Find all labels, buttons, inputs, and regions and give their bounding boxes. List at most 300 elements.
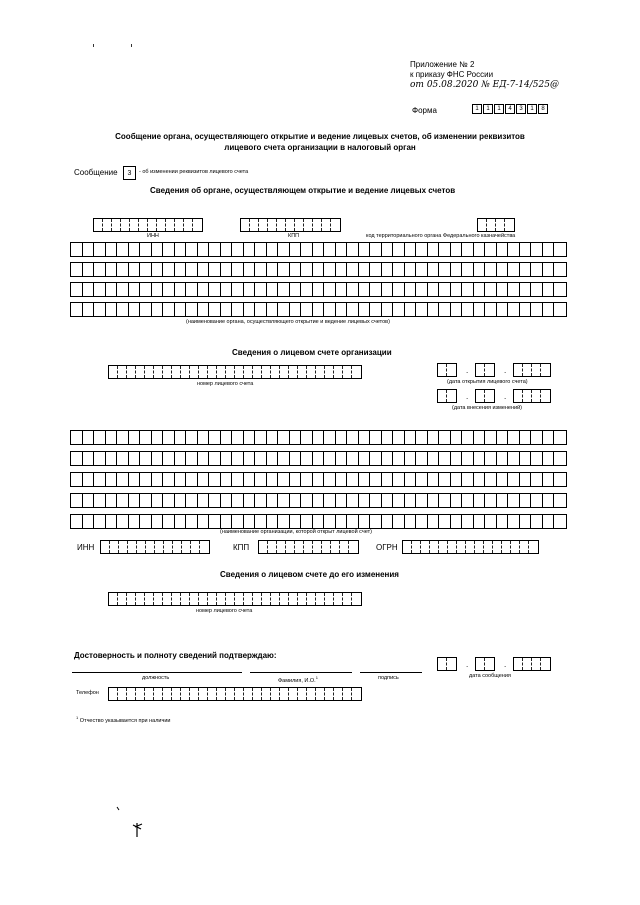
input-cell[interactable] bbox=[301, 263, 313, 276]
input-cell[interactable] bbox=[505, 219, 514, 231]
input-cell[interactable] bbox=[347, 473, 359, 486]
input-cell[interactable] bbox=[532, 658, 541, 670]
input-cell[interactable] bbox=[532, 390, 541, 402]
input-cell[interactable] bbox=[476, 364, 485, 376]
input-cell[interactable] bbox=[543, 452, 555, 465]
input-cell[interactable] bbox=[370, 452, 382, 465]
input-cell[interactable] bbox=[474, 283, 486, 296]
input-cell[interactable] bbox=[541, 658, 550, 670]
input-cell[interactable] bbox=[83, 243, 95, 256]
input-cell[interactable] bbox=[163, 303, 175, 316]
input-cell[interactable] bbox=[271, 593, 280, 605]
input-cell[interactable] bbox=[485, 364, 494, 376]
input-cell[interactable] bbox=[129, 303, 141, 316]
input-cell[interactable] bbox=[370, 263, 382, 276]
input-cell[interactable] bbox=[485, 515, 497, 528]
previous-account-number-field[interactable] bbox=[108, 592, 362, 606]
org-name-row[interactable] bbox=[70, 451, 567, 466]
input-cell[interactable] bbox=[71, 494, 83, 507]
input-cell[interactable] bbox=[334, 688, 343, 700]
input-cell[interactable] bbox=[244, 263, 256, 276]
org-name-row[interactable] bbox=[70, 430, 567, 445]
open-date-day[interactable] bbox=[437, 363, 457, 377]
input-cell[interactable] bbox=[106, 243, 118, 256]
input-cell[interactable] bbox=[301, 452, 313, 465]
input-cell[interactable] bbox=[493, 541, 502, 553]
input-cell[interactable] bbox=[336, 303, 348, 316]
input-cell[interactable] bbox=[209, 303, 221, 316]
input-cell[interactable] bbox=[403, 541, 412, 553]
input-cell[interactable] bbox=[457, 541, 466, 553]
input-cell[interactable] bbox=[347, 283, 359, 296]
input-cell[interactable] bbox=[286, 219, 295, 231]
input-cell[interactable] bbox=[83, 515, 95, 528]
input-cell[interactable] bbox=[278, 303, 290, 316]
input-cell[interactable] bbox=[209, 515, 221, 528]
input-cell[interactable] bbox=[554, 243, 566, 256]
input-cell[interactable] bbox=[146, 541, 155, 553]
input-cell[interactable] bbox=[520, 473, 532, 486]
input-cell[interactable] bbox=[324, 243, 336, 256]
input-cell[interactable] bbox=[438, 390, 447, 402]
input-cell[interactable] bbox=[140, 473, 152, 486]
input-cell[interactable] bbox=[336, 515, 348, 528]
input-cell[interactable] bbox=[485, 452, 497, 465]
input-cell[interactable] bbox=[117, 494, 129, 507]
input-cell[interactable] bbox=[520, 263, 532, 276]
input-cell[interactable] bbox=[172, 688, 181, 700]
input-cell[interactable] bbox=[301, 243, 313, 256]
input-cell[interactable] bbox=[336, 452, 348, 465]
input-cell[interactable] bbox=[267, 452, 279, 465]
input-cell[interactable] bbox=[347, 452, 359, 465]
input-cell[interactable] bbox=[347, 431, 359, 444]
input-cell[interactable] bbox=[106, 515, 118, 528]
input-cell[interactable] bbox=[186, 452, 198, 465]
input-cell[interactable] bbox=[267, 494, 279, 507]
input-cell[interactable] bbox=[280, 688, 289, 700]
input-cell[interactable] bbox=[393, 515, 405, 528]
input-cell[interactable] bbox=[278, 431, 290, 444]
input-cell[interactable] bbox=[277, 219, 286, 231]
input-cell[interactable] bbox=[393, 243, 405, 256]
input-cell[interactable] bbox=[428, 283, 440, 296]
input-cell[interactable] bbox=[474, 263, 486, 276]
input-cell[interactable] bbox=[83, 283, 95, 296]
message-date-day[interactable] bbox=[437, 657, 457, 671]
input-cell[interactable] bbox=[448, 541, 457, 553]
input-cell[interactable] bbox=[198, 303, 210, 316]
input-cell[interactable] bbox=[117, 431, 129, 444]
input-cell[interactable] bbox=[208, 593, 217, 605]
input-cell[interactable] bbox=[313, 431, 325, 444]
input-cell[interactable] bbox=[217, 688, 226, 700]
input-cell[interactable] bbox=[313, 515, 325, 528]
input-cell[interactable] bbox=[198, 431, 210, 444]
input-cell[interactable] bbox=[232, 431, 244, 444]
input-cell[interactable] bbox=[462, 263, 474, 276]
input-cell[interactable] bbox=[520, 431, 532, 444]
input-cell[interactable] bbox=[405, 431, 417, 444]
input-cell[interactable] bbox=[543, 303, 555, 316]
input-cell[interactable] bbox=[438, 658, 447, 670]
input-cell[interactable] bbox=[232, 243, 244, 256]
input-cell[interactable] bbox=[405, 303, 417, 316]
input-cell[interactable] bbox=[278, 452, 290, 465]
input-cell[interactable] bbox=[244, 688, 253, 700]
input-cell[interactable] bbox=[152, 452, 164, 465]
input-cell[interactable] bbox=[352, 688, 361, 700]
input-cell[interactable] bbox=[439, 494, 451, 507]
input-cell[interactable] bbox=[140, 283, 152, 296]
org-ogrn-field[interactable] bbox=[402, 540, 539, 554]
input-cell[interactable] bbox=[416, 243, 428, 256]
input-cell[interactable] bbox=[198, 263, 210, 276]
input-cell[interactable] bbox=[198, 243, 210, 256]
input-cell[interactable] bbox=[393, 473, 405, 486]
input-cell[interactable] bbox=[290, 263, 302, 276]
input-cell[interactable] bbox=[543, 283, 555, 296]
input-cell[interactable] bbox=[336, 283, 348, 296]
authority-inn-field[interactable] bbox=[93, 218, 203, 232]
input-cell[interactable] bbox=[428, 243, 440, 256]
input-cell[interactable] bbox=[541, 390, 550, 402]
input-cell[interactable] bbox=[268, 541, 277, 553]
input-cell[interactable] bbox=[497, 243, 509, 256]
input-cell[interactable] bbox=[382, 515, 394, 528]
input-cell[interactable] bbox=[554, 473, 566, 486]
input-cell[interactable] bbox=[186, 263, 198, 276]
input-cell[interactable] bbox=[278, 243, 290, 256]
input-cell[interactable] bbox=[416, 263, 428, 276]
input-cell[interactable] bbox=[278, 494, 290, 507]
input-cell[interactable] bbox=[152, 431, 164, 444]
input-cell[interactable] bbox=[554, 283, 566, 296]
input-cell[interactable] bbox=[255, 283, 267, 296]
input-cell[interactable] bbox=[336, 431, 348, 444]
input-cell[interactable] bbox=[523, 364, 532, 376]
input-cell[interactable] bbox=[164, 541, 173, 553]
input-cell[interactable] bbox=[531, 263, 543, 276]
input-cell[interactable] bbox=[221, 452, 233, 465]
input-cell[interactable] bbox=[382, 303, 394, 316]
input-cell[interactable] bbox=[325, 593, 334, 605]
input-cell[interactable] bbox=[175, 283, 187, 296]
input-cell[interactable] bbox=[280, 593, 289, 605]
input-cell[interactable] bbox=[532, 364, 541, 376]
input-cell[interactable] bbox=[163, 473, 175, 486]
input-cell[interactable] bbox=[393, 283, 405, 296]
input-cell[interactable] bbox=[221, 303, 233, 316]
input-cell[interactable] bbox=[508, 263, 520, 276]
input-cell[interactable] bbox=[255, 452, 267, 465]
input-cell[interactable] bbox=[301, 303, 313, 316]
input-cell[interactable] bbox=[447, 364, 456, 376]
input-cell[interactable] bbox=[462, 283, 474, 296]
input-cell[interactable] bbox=[221, 431, 233, 444]
input-cell[interactable] bbox=[198, 283, 210, 296]
input-cell[interactable] bbox=[139, 219, 148, 231]
input-cell[interactable] bbox=[127, 593, 136, 605]
input-cell[interactable] bbox=[554, 515, 566, 528]
input-cell[interactable] bbox=[127, 688, 136, 700]
input-cell[interactable] bbox=[370, 303, 382, 316]
input-cell[interactable] bbox=[109, 688, 118, 700]
input-cell[interactable] bbox=[118, 688, 127, 700]
input-cell[interactable] bbox=[175, 494, 187, 507]
input-cell[interactable] bbox=[118, 593, 127, 605]
input-cell[interactable] bbox=[175, 263, 187, 276]
authority-name-row[interactable] bbox=[70, 282, 567, 297]
input-cell[interactable] bbox=[428, 473, 440, 486]
input-cell[interactable] bbox=[554, 452, 566, 465]
input-cell[interactable] bbox=[198, 515, 210, 528]
input-cell[interactable] bbox=[336, 263, 348, 276]
input-cell[interactable] bbox=[83, 452, 95, 465]
input-cell[interactable] bbox=[200, 541, 209, 553]
input-cell[interactable] bbox=[352, 366, 361, 378]
input-cell[interactable] bbox=[262, 593, 271, 605]
position-line[interactable] bbox=[72, 672, 242, 673]
input-cell[interactable] bbox=[118, 366, 127, 378]
input-cell[interactable] bbox=[451, 283, 463, 296]
input-cell[interactable] bbox=[447, 390, 456, 402]
input-cell[interactable] bbox=[416, 283, 428, 296]
input-cell[interactable] bbox=[343, 688, 352, 700]
input-cell[interactable] bbox=[485, 473, 497, 486]
input-cell[interactable] bbox=[439, 541, 448, 553]
input-cell[interactable] bbox=[117, 452, 129, 465]
input-cell[interactable] bbox=[129, 452, 141, 465]
input-cell[interactable] bbox=[554, 431, 566, 444]
input-cell[interactable] bbox=[543, 431, 555, 444]
input-cell[interactable] bbox=[476, 390, 485, 402]
input-cell[interactable] bbox=[393, 431, 405, 444]
input-cell[interactable] bbox=[290, 494, 302, 507]
input-cell[interactable] bbox=[439, 303, 451, 316]
input-cell[interactable] bbox=[173, 541, 182, 553]
input-cell[interactable] bbox=[485, 431, 497, 444]
input-cell[interactable] bbox=[416, 515, 428, 528]
input-cell[interactable] bbox=[543, 263, 555, 276]
input-cell[interactable] bbox=[451, 263, 463, 276]
input-cell[interactable] bbox=[343, 366, 352, 378]
input-cell[interactable] bbox=[209, 283, 221, 296]
input-cell[interactable] bbox=[520, 452, 532, 465]
input-cell[interactable] bbox=[412, 541, 421, 553]
input-cell[interactable] bbox=[198, 494, 210, 507]
input-cell[interactable] bbox=[255, 515, 267, 528]
input-cell[interactable] bbox=[198, 473, 210, 486]
input-cell[interactable] bbox=[278, 263, 290, 276]
input-cell[interactable] bbox=[451, 515, 463, 528]
input-cell[interactable] bbox=[163, 283, 175, 296]
input-cell[interactable] bbox=[152, 243, 164, 256]
input-cell[interactable] bbox=[152, 283, 164, 296]
input-cell[interactable] bbox=[290, 452, 302, 465]
input-cell[interactable] bbox=[271, 366, 280, 378]
input-cell[interactable] bbox=[129, 283, 141, 296]
input-cell[interactable] bbox=[324, 494, 336, 507]
input-cell[interactable] bbox=[289, 593, 298, 605]
input-cell[interactable] bbox=[485, 243, 497, 256]
input-cell[interactable] bbox=[497, 283, 509, 296]
input-cell[interactable] bbox=[71, 431, 83, 444]
input-cell[interactable] bbox=[447, 658, 456, 670]
input-cell[interactable] bbox=[523, 390, 532, 402]
input-cell[interactable] bbox=[190, 366, 199, 378]
input-cell[interactable] bbox=[129, 494, 141, 507]
input-cell[interactable] bbox=[307, 593, 316, 605]
input-cell[interactable] bbox=[119, 541, 128, 553]
input-cell[interactable] bbox=[221, 473, 233, 486]
treasury-code-field[interactable] bbox=[477, 218, 515, 232]
authority-kpp-field[interactable] bbox=[240, 218, 341, 232]
input-cell[interactable] bbox=[393, 303, 405, 316]
phone-field[interactable] bbox=[108, 687, 362, 701]
input-cell[interactable] bbox=[304, 541, 313, 553]
input-cell[interactable] bbox=[280, 366, 289, 378]
input-cell[interactable] bbox=[117, 473, 129, 486]
input-cell[interactable] bbox=[359, 473, 371, 486]
input-cell[interactable] bbox=[152, 303, 164, 316]
input-cell[interactable] bbox=[94, 452, 106, 465]
input-cell[interactable] bbox=[154, 366, 163, 378]
input-cell[interactable] bbox=[497, 452, 509, 465]
input-cell[interactable] bbox=[439, 243, 451, 256]
input-cell[interactable] bbox=[152, 473, 164, 486]
input-cell[interactable] bbox=[94, 515, 106, 528]
input-cell[interactable] bbox=[451, 243, 463, 256]
input-cell[interactable] bbox=[497, 473, 509, 486]
input-cell[interactable] bbox=[83, 263, 95, 276]
input-cell[interactable] bbox=[94, 219, 103, 231]
input-cell[interactable] bbox=[262, 366, 271, 378]
input-cell[interactable] bbox=[462, 431, 474, 444]
input-cell[interactable] bbox=[152, 515, 164, 528]
input-cell[interactable] bbox=[163, 263, 175, 276]
input-cell[interactable] bbox=[286, 541, 295, 553]
input-cell[interactable] bbox=[382, 243, 394, 256]
input-cell[interactable] bbox=[217, 366, 226, 378]
input-cell[interactable] bbox=[428, 452, 440, 465]
input-cell[interactable] bbox=[295, 219, 304, 231]
input-cell[interactable] bbox=[438, 364, 447, 376]
input-cell[interactable] bbox=[235, 688, 244, 700]
input-cell[interactable] bbox=[175, 243, 187, 256]
input-cell[interactable] bbox=[307, 688, 316, 700]
input-cell[interactable] bbox=[140, 243, 152, 256]
input-cell[interactable] bbox=[130, 219, 139, 231]
input-cell[interactable] bbox=[94, 303, 106, 316]
input-cell[interactable] bbox=[485, 283, 497, 296]
input-cell[interactable] bbox=[451, 431, 463, 444]
input-cell[interactable] bbox=[336, 473, 348, 486]
input-cell[interactable] bbox=[140, 303, 152, 316]
input-cell[interactable] bbox=[416, 494, 428, 507]
input-cell[interactable] bbox=[244, 593, 253, 605]
change-date-day[interactable] bbox=[437, 389, 457, 403]
input-cell[interactable] bbox=[267, 243, 279, 256]
input-cell[interactable] bbox=[474, 431, 486, 444]
input-cell[interactable] bbox=[405, 263, 417, 276]
authority-name-row[interactable] bbox=[70, 262, 567, 277]
input-cell[interactable] bbox=[244, 473, 256, 486]
input-cell[interactable] bbox=[209, 431, 221, 444]
input-cell[interactable] bbox=[405, 515, 417, 528]
input-cell[interactable] bbox=[324, 283, 336, 296]
input-cell[interactable] bbox=[154, 688, 163, 700]
input-cell[interactable] bbox=[193, 219, 202, 231]
open-date-year[interactable] bbox=[513, 363, 551, 377]
input-cell[interactable] bbox=[370, 515, 382, 528]
input-cell[interactable] bbox=[298, 366, 307, 378]
input-cell[interactable] bbox=[271, 688, 280, 700]
input-cell[interactable] bbox=[163, 688, 172, 700]
message-type-field[interactable]: 3 bbox=[123, 166, 136, 180]
input-cell[interactable] bbox=[278, 283, 290, 296]
input-cell[interactable] bbox=[83, 494, 95, 507]
input-cell[interactable] bbox=[244, 431, 256, 444]
input-cell[interactable] bbox=[543, 473, 555, 486]
input-cell[interactable] bbox=[71, 283, 83, 296]
input-cell[interactable] bbox=[508, 473, 520, 486]
input-cell[interactable] bbox=[514, 658, 523, 670]
input-cell[interactable] bbox=[370, 243, 382, 256]
input-cell[interactable] bbox=[476, 658, 485, 670]
input-cell[interactable] bbox=[541, 364, 550, 376]
input-cell[interactable] bbox=[163, 593, 172, 605]
input-cell[interactable] bbox=[485, 263, 497, 276]
input-cell[interactable] bbox=[163, 452, 175, 465]
input-cell[interactable] bbox=[208, 366, 217, 378]
input-cell[interactable] bbox=[298, 688, 307, 700]
input-cell[interactable] bbox=[110, 541, 119, 553]
input-cell[interactable] bbox=[313, 473, 325, 486]
input-cell[interactable] bbox=[152, 494, 164, 507]
input-cell[interactable] bbox=[221, 494, 233, 507]
input-cell[interactable] bbox=[290, 431, 302, 444]
input-cell[interactable] bbox=[208, 688, 217, 700]
input-cell[interactable] bbox=[267, 303, 279, 316]
input-cell[interactable] bbox=[163, 431, 175, 444]
input-cell[interactable] bbox=[255, 473, 267, 486]
input-cell[interactable] bbox=[349, 541, 358, 553]
input-cell[interactable] bbox=[347, 303, 359, 316]
input-cell[interactable] bbox=[531, 431, 543, 444]
input-cell[interactable] bbox=[226, 593, 235, 605]
input-cell[interactable] bbox=[474, 473, 486, 486]
input-cell[interactable] bbox=[520, 283, 532, 296]
input-cell[interactable] bbox=[325, 688, 334, 700]
input-cell[interactable] bbox=[324, 452, 336, 465]
input-cell[interactable] bbox=[439, 283, 451, 296]
input-cell[interactable] bbox=[186, 303, 198, 316]
input-cell[interactable] bbox=[255, 431, 267, 444]
input-cell[interactable] bbox=[241, 219, 250, 231]
input-cell[interactable] bbox=[117, 243, 129, 256]
input-cell[interactable] bbox=[235, 593, 244, 605]
input-cell[interactable] bbox=[554, 303, 566, 316]
input-cell[interactable] bbox=[152, 263, 164, 276]
input-cell[interactable] bbox=[175, 431, 187, 444]
input-cell[interactable] bbox=[128, 541, 137, 553]
input-cell[interactable] bbox=[232, 263, 244, 276]
input-cell[interactable] bbox=[83, 431, 95, 444]
input-cell[interactable] bbox=[359, 283, 371, 296]
input-cell[interactable] bbox=[451, 473, 463, 486]
input-cell[interactable] bbox=[359, 263, 371, 276]
